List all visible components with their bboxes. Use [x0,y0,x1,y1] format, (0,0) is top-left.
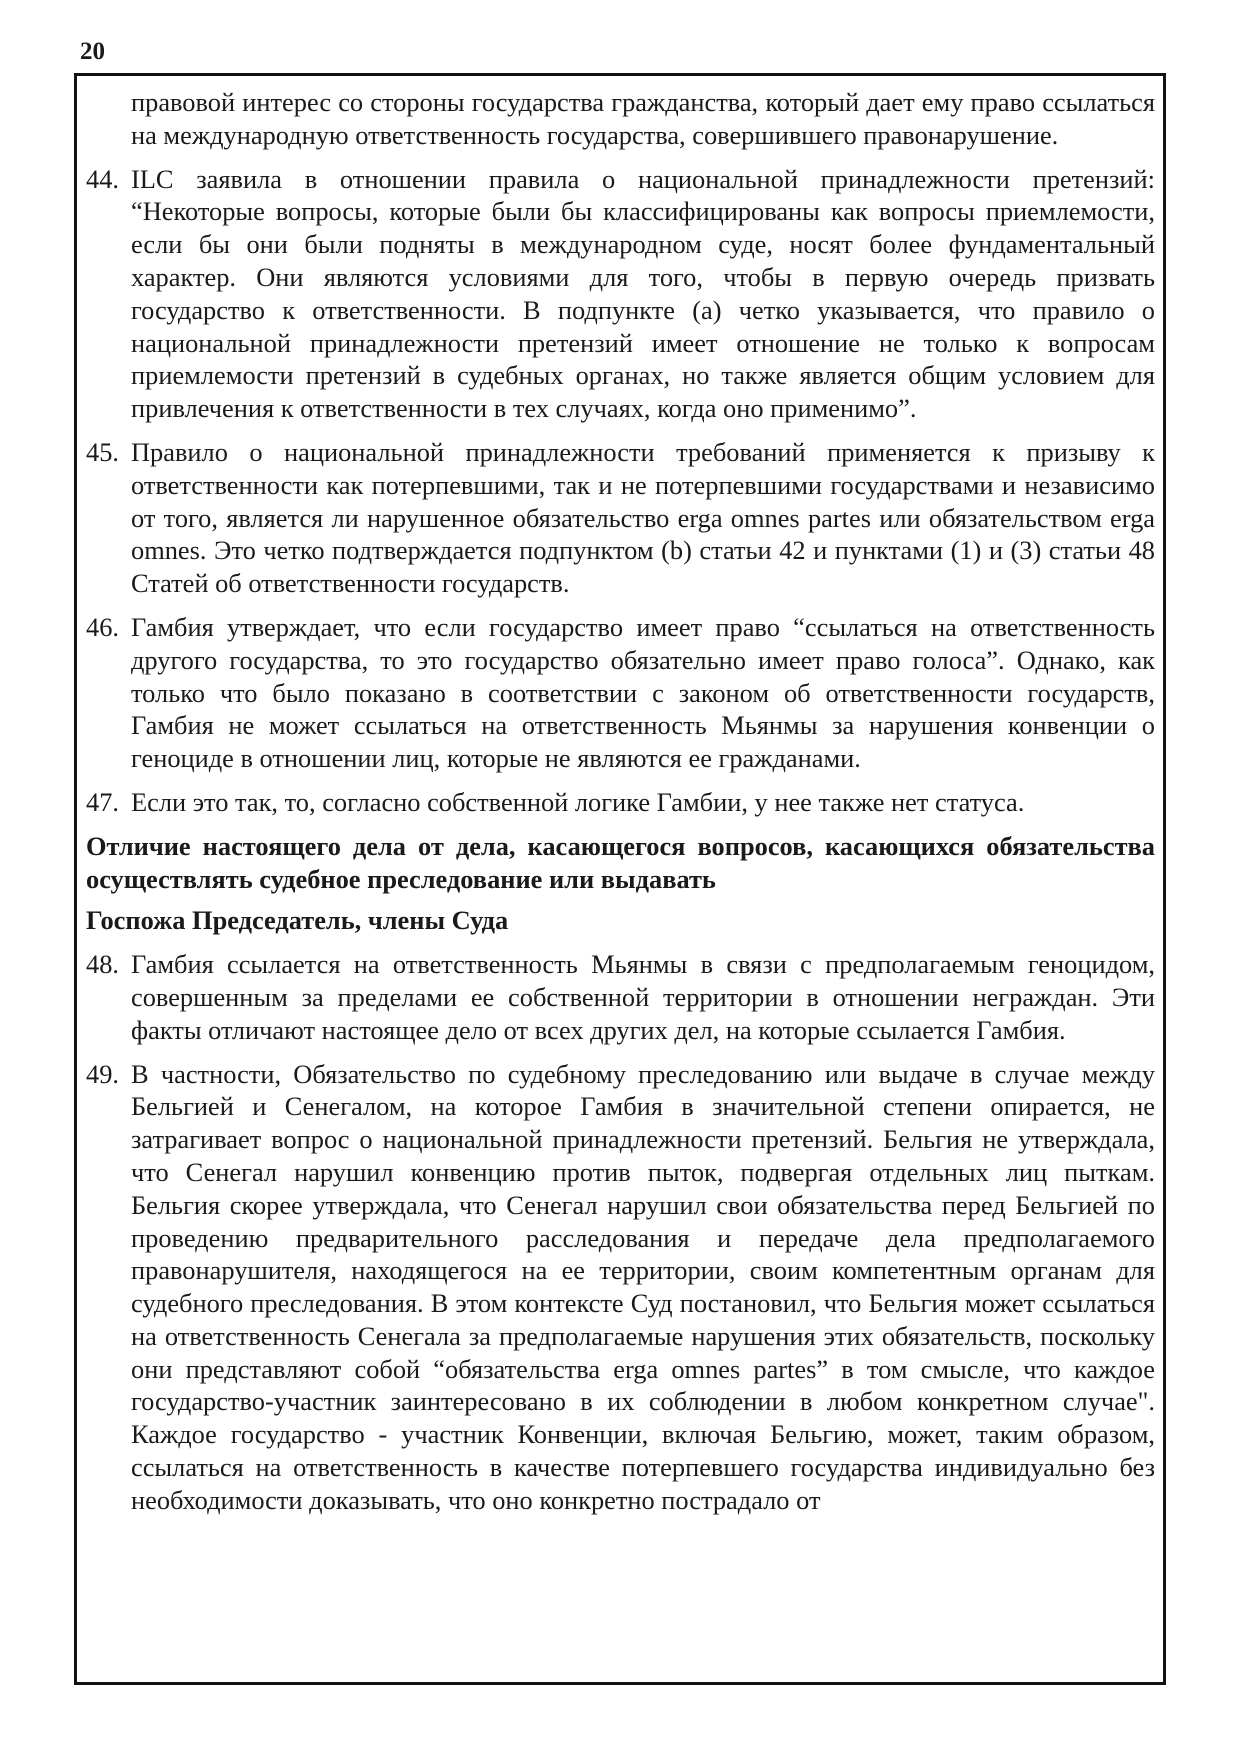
paragraph-text: Гамбия ссылается на ответственность Мьянмы в связи с предполагаемым геноцидом, совершенным за пределами ее собственной территории в отношении неграждан. Эти факты отличают настоящее дело от всех других дел, на которые ссылается Гамбия. [131,949,1155,1045]
paragraph-text: ILC заявила в отношении правила о национальной принадлежности претензий: “Некоторые вопросы, которые были бы классифицированы как вопросы приемлемости, если бы они были подняты в международном суде, носят более фундаментальный характер. Они являются условиями для того, чтобы в первую очередь призвать государство к ответственности. В подпункте (а) четко указывается, что правило о национальной принадлежности претензий имеет отношение не только к вопросам приемлемости претензий в судебных органах, но также является общим условием для привлечения к ответственности в тех случаях, когда оно применимо”. [131,163,1155,424]
paragraph-number: 45. [86,436,119,467]
paragraph-44 [86,163,1155,425]
paragraph-number: 47. [86,786,119,817]
paragraph-list-bottom [86,948,1155,1517]
content-frame [74,73,1166,1685]
paragraph-47 [86,786,1155,819]
paragraph-text: Если это так, то, согласно собственной логике Гамбии, у нее также нет статуса. [131,786,1025,817]
paragraph-48 [86,948,1155,1046]
paragraph-number: 49. [86,1058,119,1089]
paragraph-text: Гамбия утверждает, что если государство имеет право “ссылаться на ответственность другого государства, то это государство обязательно имеет право голоса”. Однако, как только что было показано в соответствии с законом об ответственности государств, Гамбия не может ссылаться на ответственность Мьянмы за нарушения конвенции о геноциде в отношении лиц, которые не являются ее гражданами. [131,611,1155,774]
address-heading: Госпожа Председатель, члены Суда [86,905,509,936]
continued-paragraph: правовой интерес со стороны государства гражданства, который дает ему право ссылаться на международную ответственность государства, совершившего правонарушение. [131,87,1155,150]
paragraph-number: 44. [86,163,119,194]
paragraph-49 [86,1058,1155,1517]
paragraph-text: Правило о национальной принадлежности требований применяется к призыву к ответственности как потерпевшими, так и не потерпевшими государствами и независимо от того, является ли нарушенное обязательство erga omnes partes или обязательством erga omnes. Это четко подтверждается подпунктом (b) статьи 42 и пунктами (1) и (3) статьи 48 Статей об ответственности государств. [131,436,1155,599]
page-number: 20 [80,38,105,65]
paragraph-number: 48. [86,949,119,980]
section-heading: Отличие настоящего дела от дела, касающегося вопросов, касающихся обязательства осуществлять судебное преследование или выдавать [86,830,1155,894]
paragraph-text: В частности, Обязательство по судебному преследованию или выдаче в случае между Бельгией и Сенегалом, на которое Гамбия в значительной степени опирается, не затрагивает вопрос о национальной принадлежности претензий. Бельгия не утверждала, что Сенегал нарушил конвенцию против пыток, подвергая отдельных лиц пыткам. Бельгия скорее утверждала, что Сенегал нарушил свои обязательства перед Бельгией по проведению предварительного расследования и передаче дела предполагаемого правонарушителя, находящегося на ее территории, своим компетентным органам для судебного преследования. В этом контексте Суд постановил, что Бельгия может ссылаться на ответственность Сенегала за предполагаемые нарушения этих обязательств, поскольку они представляют собой “обязательства erga omnes partes” в том смысле, что каждое государство-участник заинтересовано в их соблюдении в любом конкретном случае". Каждое государство - участник Конвенции, включая Бельгию, может, таким образом, ссылаться на ответственность в качестве потерпевшего государства индивидуально без необходимости доказывать, что оно конкретно пострадало от [131,1058,1155,1515]
paragraph-45 [86,436,1155,600]
paragraph-list-top [86,163,1155,819]
paragraph-46 [86,611,1155,775]
paragraph-number: 46. [86,611,119,642]
